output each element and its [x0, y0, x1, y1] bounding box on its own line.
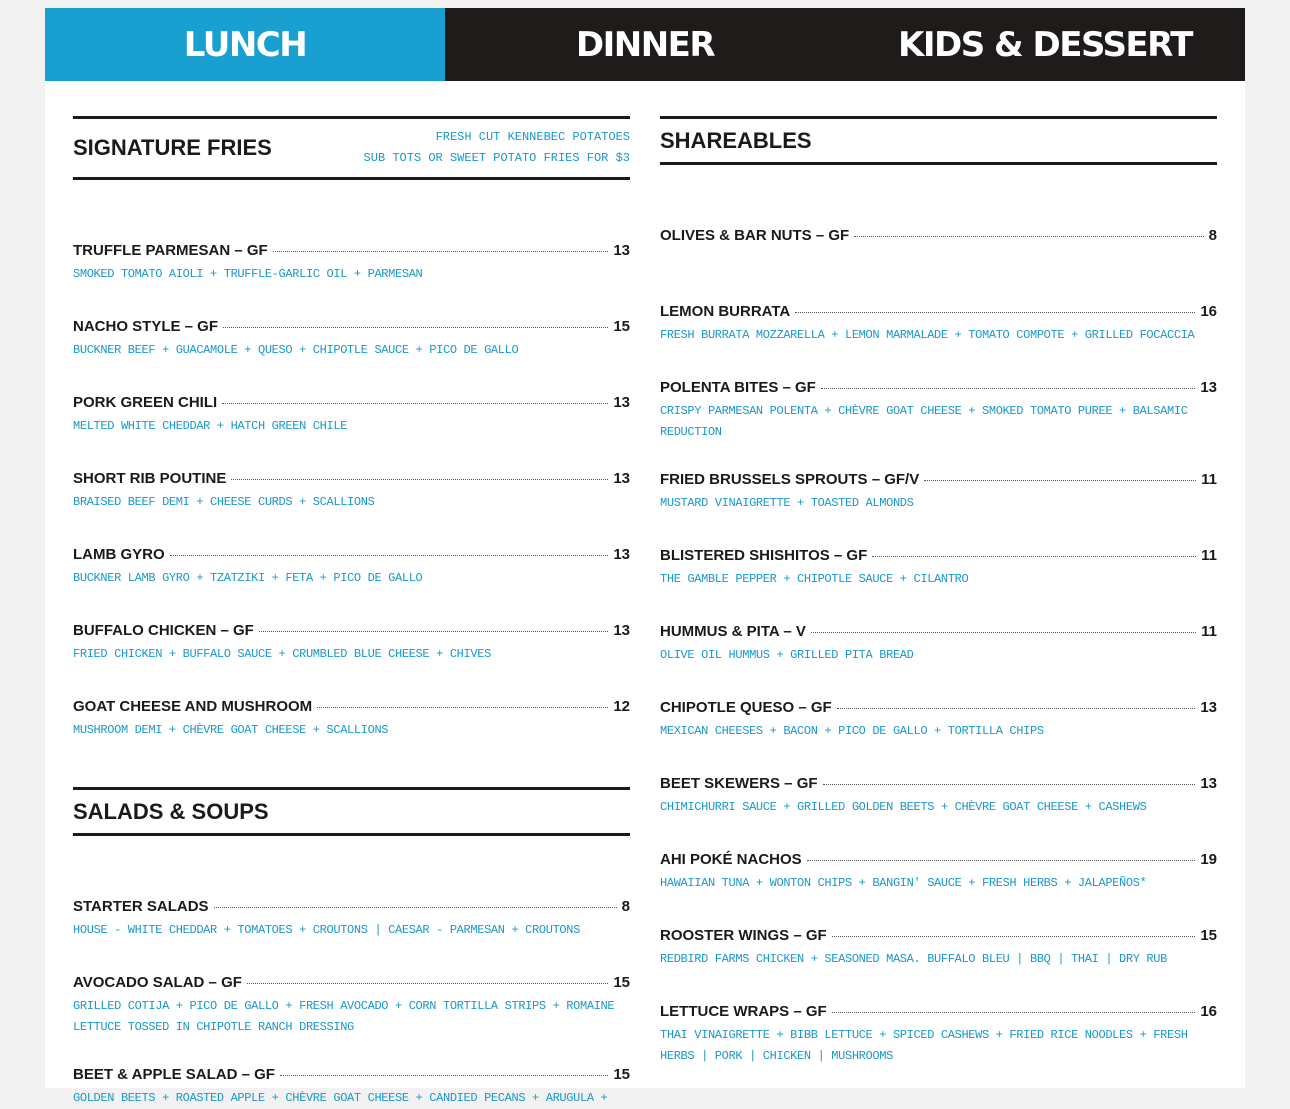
section-header-salads-soups: [73, 787, 630, 836]
item-description: MEXICAN CHEESES + BACON + PICO DE GALLO + TORTILLA CHIPS: [660, 724, 1044, 738]
dotted-leader: [259, 631, 608, 632]
item-description: BUCKNER LAMB GYRO + TZATZIKI + FETA + PICO DE GALLO: [73, 571, 423, 585]
item-price: 13: [613, 470, 630, 487]
dotted-leader: [821, 388, 1195, 389]
dotted-leader: [273, 251, 609, 252]
section-title: SIGNATURE FRIES: [73, 135, 272, 160]
menu-item: [73, 242, 630, 285]
dotted-leader: [832, 936, 1196, 937]
item-name: BEET SKEWERS – GF: [660, 775, 818, 792]
menu-item: [660, 775, 1217, 818]
dotted-leader: [832, 1012, 1196, 1013]
section-note-line: SUB TOTS OR SWEET POTATO FRIES FOR $3: [363, 151, 630, 165]
item-name: AHI POKÉ NACHOS: [660, 851, 802, 868]
dotted-leader: [223, 327, 608, 328]
item-price: 13: [613, 622, 630, 639]
dotted-leader: [247, 983, 608, 984]
item-name: AVOCADO SALAD – GF: [73, 974, 242, 991]
item-name: BEET & APPLE SALAD – GF: [73, 1066, 275, 1083]
item-name: PORK GREEN CHILI: [73, 394, 218, 411]
tab-kids-dessert[interactable]: KIDS & DESSERT: [898, 24, 1192, 65]
menu-item: [73, 546, 630, 589]
item-name: POLENTA BITES – GF: [660, 379, 816, 396]
item-description: FRIED CHICKEN + BUFFALO SAUCE + CRUMBLED BLUE CHEESE + CHIVES: [73, 647, 491, 661]
item-description: HAWAIIAN TUNA + WONTON CHIPS + BANGIN' SAUCE + FRESH HERBS + JALAPEÑOS*: [660, 876, 1147, 890]
item-price: 13: [613, 394, 630, 411]
menu-item: [660, 303, 1217, 346]
menu-item: [73, 622, 630, 665]
item-description: MUSHROOM DEMI + CHÈVRE GOAT CHEESE + SCALLIONS: [73, 723, 389, 737]
item-description: FRESH BURRATA MOZZARELLA + LEMON MARMALADE + TOMATO COMPOTE + GRILLED FOCACCIA: [660, 328, 1195, 342]
dotted-leader: [795, 312, 1195, 313]
item-name: TRUFFLE PARMESAN – GF: [73, 242, 268, 259]
dotted-leader: [823, 784, 1196, 785]
item-price: 13: [1200, 775, 1217, 792]
item-price: 15: [1200, 927, 1217, 944]
dotted-leader: [807, 860, 1196, 861]
dotted-leader: [231, 479, 608, 480]
dotted-leader: [837, 708, 1196, 709]
item-description: GRILLED COTIJA + PICO DE GALLO + FRESH AVOCADO + CORN TORTILLA STRIPS + ROMAINE LETTUCE TOSSED IN CHIPOTLE RANCH DRESSING: [73, 999, 615, 1034]
menu-item: [660, 699, 1217, 742]
section-note-line: FRESH CUT KENNEBEC POTATOES: [435, 130, 630, 144]
item-name: FRIED BRUSSELS SPROUTS – GF/V: [660, 471, 920, 488]
item-description: SMOKED TOMATO AIOLI + TRUFFLE-GARLIC OIL + PARMESAN: [73, 267, 423, 281]
dotted-leader: [280, 1075, 608, 1076]
dotted-leader: [924, 480, 1196, 481]
item-price: 11: [1201, 547, 1217, 564]
right-column: [660, 116, 1217, 1088]
item-price: 15: [613, 974, 630, 991]
item-price: 8: [1208, 227, 1217, 244]
item-name: ROOSTER WINGS – GF: [660, 927, 827, 944]
item-name: LETTUCE WRAPS – GF: [660, 1003, 827, 1020]
item-name: GOAT CHEESE AND MUSHROOM: [73, 698, 313, 715]
menu-item: [73, 698, 630, 741]
menu-item: [73, 318, 630, 361]
item-description: REDBIRD FARMS CHICKEN + SEASONED MASA. BUFFALO BLEU | BBQ | THAI | DRY RUB: [660, 952, 1167, 966]
item-description: THE GAMBLE PEPPER + CHIPOTLE SAUCE + CILANTRO: [660, 572, 969, 586]
item-price: 12: [613, 698, 630, 715]
item-price: 13: [613, 242, 630, 259]
item-price: 13: [1200, 379, 1217, 396]
item-name: BUFFALO CHICKEN – GF: [73, 622, 254, 639]
item-name: LAMB GYRO: [73, 546, 165, 563]
menu-item: [73, 898, 630, 941]
menu-item: [660, 927, 1217, 970]
item-price: 11: [1201, 623, 1217, 640]
item-description: BRAISED BEEF DEMI + CHEESE CURDS + SCALLIONS: [73, 495, 375, 509]
dotted-leader: [854, 236, 1203, 237]
item-price: 16: [1200, 1003, 1217, 1020]
menu-page: [45, 8, 1245, 1105]
item-description: THAI VINAIGRETTE + BIBB LETTUCE + SPICED CASHEWS + FRIED RICE NOODLES + FRESH HERBS | PORK | CHICKEN | MUSHROOMS: [660, 1028, 1188, 1063]
menu-item: [660, 471, 1217, 514]
item-name: SHORT RIB POUTINE: [73, 470, 227, 487]
item-description: CHIMICHURRI SAUCE + GRILLED GOLDEN BEETS + CHÈVRE GOAT CHEESE + CASHEWS: [660, 800, 1147, 814]
menu-item: [73, 394, 630, 437]
left-column: [73, 116, 630, 1105]
dotted-leader: [170, 555, 609, 556]
item-description: HOUSE - WHITE CHEDDAR + TOMATOES + CROUTONS | CAESAR - PARMESAN + CROUTONS: [73, 923, 580, 937]
section-note: [364, 127, 630, 169]
dotted-leader: [317, 707, 608, 708]
section-title: SALADS & SOUPS: [73, 798, 269, 824]
menu-item: [660, 547, 1217, 590]
menu-item: [660, 379, 1217, 443]
tab-dinner[interactable]: DINNER: [575, 24, 715, 65]
menu-item: [73, 1066, 630, 1109]
item-price: 15: [613, 1066, 630, 1083]
item-description: MUSTARD VINAIGRETTE + TOASTED ALMONDS: [660, 496, 914, 510]
item-name: STARTER SALADS: [73, 898, 209, 915]
dotted-leader: [214, 907, 617, 908]
item-price: 15: [613, 318, 630, 335]
section-title: SHAREABLES: [660, 127, 812, 153]
menu-item: [660, 227, 1217, 245]
menu-tabs: [45, 8, 1245, 81]
dotted-leader: [872, 556, 1196, 557]
section-header-shareables: [660, 116, 1217, 165]
menu-item: [73, 470, 630, 513]
item-name: CHIPOTLE QUESO – GF: [660, 699, 832, 716]
item-description: OLIVE OIL HUMMUS + GRILLED PITA BREAD: [660, 648, 914, 662]
menu-item: [660, 1003, 1217, 1067]
item-price: 13: [1200, 699, 1217, 716]
item-description: MELTED WHITE CHEDDAR + HATCH GREEN CHILE: [73, 419, 348, 433]
item-name: NACHO STYLE – GF: [73, 318, 219, 335]
item-name: BLISTERED SHISHITOS – GF: [660, 547, 868, 564]
item-price: 8: [621, 898, 630, 915]
menu-item: [660, 623, 1217, 666]
item-price: 19: [1200, 851, 1217, 868]
section-header-signature-fries: [73, 116, 630, 180]
item-description: CRISPY PARMESAN POLENTA + CHÈVRE GOAT CHEESE + SMOKED TOMATO PUREE + BALSAMIC REDUCTION: [660, 404, 1188, 439]
item-price: 16: [1200, 303, 1217, 320]
item-name: LEMON BURRATA: [660, 303, 791, 320]
item-name: OLIVES & BAR NUTS – GF: [660, 227, 850, 244]
item-description: BUCKNER BEEF + GUACAMOLE + QUESO + CHIPOTLE SAUCE + PICO DE GALLO: [73, 343, 519, 357]
item-description: GOLDEN BEETS + ROASTED APPLE + CHÈVRE GOAT CHEESE + CANDIED PECANS + ARUGULA +: [73, 1091, 608, 1105]
dotted-leader: [811, 632, 1196, 633]
item-price: 11: [1201, 471, 1217, 488]
tab-lunch[interactable]: LUNCH: [45, 8, 445, 81]
item-name: HUMMUS & PITA – V: [660, 623, 806, 640]
menu-item: [660, 851, 1217, 894]
dotted-leader: [222, 403, 608, 404]
item-price: 13: [613, 546, 630, 563]
menu-item: [73, 974, 630, 1038]
